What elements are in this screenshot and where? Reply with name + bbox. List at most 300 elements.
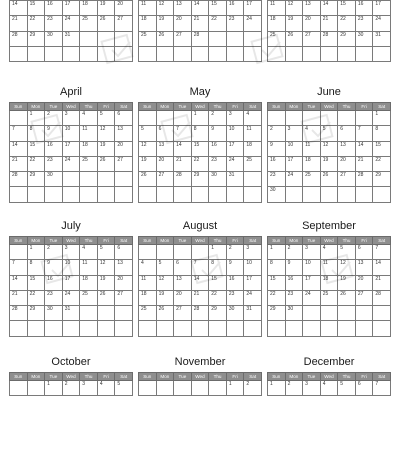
week-row — [139, 290, 262, 305]
week-row — [10, 275, 133, 290]
weekday-header: Sun — [268, 103, 286, 111]
day-cell — [174, 111, 192, 126]
day-cell — [10, 321, 28, 336]
day-cell — [156, 46, 174, 61]
day-cell: 2 — [226, 245, 244, 260]
day-cell — [97, 321, 115, 336]
day-cell: 21 — [373, 275, 391, 290]
day-cell — [45, 187, 63, 202]
day-cell — [226, 46, 244, 61]
day-cell: 22 — [373, 156, 391, 171]
day-cell: 10 — [62, 260, 80, 275]
weekday-header: Sun — [268, 237, 286, 245]
day-cell: 27 — [174, 306, 192, 321]
day-cell: 13 — [355, 260, 373, 275]
week-row — [10, 31, 133, 46]
day-cell — [355, 306, 373, 321]
day-cell — [80, 46, 98, 61]
day-cell: 6 — [115, 245, 133, 260]
day-cell: 18 — [80, 141, 98, 156]
day-cell: 3 — [62, 111, 80, 126]
day-cell — [244, 187, 262, 202]
day-cell: 1 — [209, 245, 227, 260]
day-cell: 8 — [191, 126, 209, 141]
day-cell: 22 — [27, 156, 45, 171]
weekday-header: Thu — [209, 373, 227, 381]
day-cell — [115, 172, 133, 187]
weekday-header: Thu — [338, 103, 356, 111]
day-cell — [268, 111, 286, 126]
day-cell: 23 — [209, 156, 227, 171]
month-block — [138, 216, 262, 336]
day-cell: 22 — [268, 290, 286, 305]
day-cell — [226, 187, 244, 202]
weekday-header: Thu — [80, 373, 98, 381]
day-cell — [174, 187, 192, 202]
weekday-header: Mon — [285, 373, 303, 381]
week-row — [10, 172, 133, 187]
day-cell: 18 — [139, 290, 157, 305]
weekday-header: Sun — [139, 237, 157, 245]
day-cell: 28 — [191, 306, 209, 321]
weekday-header: Tue — [45, 373, 63, 381]
day-cell — [268, 321, 286, 336]
weekday-header: Sun — [268, 373, 286, 381]
day-cell: 14 — [174, 141, 192, 156]
day-cell: 20 — [338, 156, 356, 171]
month-block — [267, 82, 391, 202]
day-cell: 4 — [139, 260, 157, 275]
day-cell: 17 — [62, 141, 80, 156]
week-row — [139, 172, 262, 187]
day-cell: 18 — [80, 275, 98, 290]
month-grid — [267, 102, 391, 203]
day-cell: 10 — [303, 260, 321, 275]
day-cell: 21 — [355, 156, 373, 171]
day-cell — [268, 46, 286, 61]
day-cell: 24 — [62, 156, 80, 171]
day-cell — [303, 321, 321, 336]
day-cell: 17 — [62, 275, 80, 290]
day-cell: 27 — [156, 172, 174, 187]
day-cell: 24 — [303, 290, 321, 305]
week-row — [10, 1, 133, 16]
day-cell — [320, 111, 338, 126]
day-cell: 16 — [45, 141, 63, 156]
day-cell: 8 — [27, 126, 45, 141]
day-cell — [10, 111, 28, 126]
day-cell: 11 — [320, 260, 338, 275]
day-cell: 28 — [10, 31, 28, 46]
weekday-header: Tue — [303, 103, 321, 111]
day-cell: 7 — [191, 260, 209, 275]
day-cell — [97, 31, 115, 46]
week-row — [268, 172, 391, 187]
day-cell — [139, 111, 157, 126]
day-cell: 30 — [45, 306, 63, 321]
day-cell: 14 — [320, 1, 338, 16]
day-cell: 16 — [209, 141, 227, 156]
weekday-header: Fri — [226, 237, 244, 245]
day-cell: 18 — [80, 1, 98, 16]
day-cell: 28 — [10, 306, 28, 321]
day-cell — [338, 306, 356, 321]
day-cell: 21 — [174, 156, 192, 171]
day-cell: 2 — [244, 381, 262, 396]
weekday-header: Wed — [62, 237, 80, 245]
month-title: November — [174, 356, 226, 368]
day-cell: 13 — [174, 1, 192, 16]
week-row — [10, 306, 133, 321]
day-cell: 13 — [115, 260, 133, 275]
day-cell: 17 — [226, 141, 244, 156]
week-row — [10, 156, 133, 171]
day-cell: 14 — [373, 260, 391, 275]
day-cell: 5 — [320, 126, 338, 141]
week-row — [139, 245, 262, 260]
day-cell — [80, 31, 98, 46]
day-cell: 3 — [244, 245, 262, 260]
day-cell — [303, 46, 321, 61]
day-cell: 30 — [226, 306, 244, 321]
month-title: October — [51, 356, 91, 368]
day-cell: 30 — [268, 187, 286, 202]
day-cell: 27 — [338, 172, 356, 187]
day-cell — [244, 46, 262, 61]
day-cell — [156, 111, 174, 126]
day-cell: 29 — [27, 31, 45, 46]
day-cell: 22 — [338, 16, 356, 31]
week-row — [10, 111, 133, 126]
day-cell: 12 — [156, 275, 174, 290]
day-cell: 17 — [285, 156, 303, 171]
weekday-header: Thu — [80, 103, 98, 111]
weekday-header: Fri — [97, 103, 115, 111]
day-cell: 25 — [303, 172, 321, 187]
weekday-header: Wed — [62, 373, 80, 381]
day-cell: 15 — [338, 1, 356, 16]
week-row — [10, 245, 133, 260]
week-row — [139, 306, 262, 321]
day-cell — [139, 381, 157, 396]
day-cell: 29 — [268, 306, 286, 321]
day-cell: 6 — [355, 381, 373, 396]
day-cell: 2 — [45, 111, 63, 126]
day-cell: 27 — [115, 156, 133, 171]
day-cell: 16 — [226, 275, 244, 290]
week-row — [268, 156, 391, 171]
week-row — [139, 260, 262, 275]
day-cell — [97, 187, 115, 202]
month-grid — [267, 0, 391, 62]
day-cell: 1 — [268, 245, 286, 260]
day-cell: 1 — [191, 111, 209, 126]
day-cell — [226, 31, 244, 46]
day-cell: 25 — [268, 31, 286, 46]
weekday-header: Wed — [62, 103, 80, 111]
weekday-header: Tue — [174, 103, 192, 111]
week-row — [268, 1, 391, 16]
day-cell — [156, 245, 174, 260]
day-cell — [338, 111, 356, 126]
day-cell: 26 — [338, 290, 356, 305]
day-cell: 14 — [10, 275, 28, 290]
day-cell: 16 — [268, 156, 286, 171]
day-cell: 1 — [27, 111, 45, 126]
week-row — [139, 46, 262, 61]
day-cell — [338, 187, 356, 202]
day-cell: 23 — [355, 16, 373, 31]
weekday-header: Sun — [139, 103, 157, 111]
day-cell: 29 — [373, 172, 391, 187]
day-cell: 29 — [191, 172, 209, 187]
week-row — [139, 126, 262, 141]
day-cell — [45, 46, 63, 61]
day-cell — [156, 187, 174, 202]
day-cell: 30 — [209, 172, 227, 187]
day-cell: 6 — [156, 126, 174, 141]
month-title: June — [317, 86, 341, 98]
weekday-header: Tue — [174, 373, 192, 381]
day-cell: 24 — [244, 16, 262, 31]
day-cell: 23 — [45, 16, 63, 31]
week-row — [268, 306, 391, 321]
day-cell — [62, 172, 80, 187]
day-cell: 26 — [139, 172, 157, 187]
day-cell — [97, 46, 115, 61]
week-row — [139, 187, 262, 202]
day-cell: 30 — [285, 306, 303, 321]
day-cell: 19 — [320, 156, 338, 171]
day-cell: 20 — [303, 16, 321, 31]
weekday-header: Tue — [45, 103, 63, 111]
day-cell — [27, 381, 45, 396]
day-cell: 15 — [27, 1, 45, 16]
weekday-header: Sun — [10, 103, 28, 111]
day-cell: 3 — [80, 381, 98, 396]
weekday-header: Wed — [320, 103, 338, 111]
month-block — [9, 0, 133, 82]
day-cell: 16 — [226, 1, 244, 16]
day-cell — [244, 172, 262, 187]
day-cell: 21 — [10, 16, 28, 31]
day-cell: 5 — [97, 245, 115, 260]
week-row — [10, 46, 133, 61]
weekday-header: Mon — [156, 373, 174, 381]
day-cell: 24 — [62, 290, 80, 305]
day-cell: 5 — [97, 111, 115, 126]
weekday-header: Fri — [355, 103, 373, 111]
day-cell: 15 — [209, 275, 227, 290]
day-cell: 23 — [285, 290, 303, 305]
day-cell: 28 — [355, 172, 373, 187]
day-cell: 24 — [373, 16, 391, 31]
day-cell: 16 — [355, 1, 373, 16]
day-cell: 22 — [191, 156, 209, 171]
weekday-header: Thu — [209, 103, 227, 111]
day-cell: 2 — [285, 381, 303, 396]
weekday-header: Mon — [27, 237, 45, 245]
weekday-header: Fri — [97, 237, 115, 245]
day-cell: 9 — [285, 260, 303, 275]
day-cell: 13 — [174, 275, 192, 290]
day-cell: 4 — [320, 245, 338, 260]
day-cell — [191, 245, 209, 260]
day-cell — [174, 46, 192, 61]
day-cell: 18 — [244, 141, 262, 156]
week-row — [10, 321, 133, 336]
weekday-header: Mon — [285, 237, 303, 245]
day-cell: 1 — [268, 381, 286, 396]
weekday-header: Tue — [174, 237, 192, 245]
month-title: August — [182, 220, 218, 232]
day-cell — [320, 321, 338, 336]
month-grid — [267, 236, 391, 337]
day-cell — [285, 187, 303, 202]
day-cell: 11 — [80, 260, 98, 275]
day-cell: 7 — [355, 126, 373, 141]
day-cell: 20 — [115, 1, 133, 16]
day-cell: 19 — [285, 16, 303, 31]
day-cell: 3 — [303, 245, 321, 260]
day-cell — [285, 321, 303, 336]
day-cell: 15 — [27, 275, 45, 290]
week-row — [10, 16, 133, 31]
day-cell — [355, 187, 373, 202]
day-cell — [80, 306, 98, 321]
day-cell — [355, 321, 373, 336]
day-cell — [373, 306, 391, 321]
day-cell: 19 — [139, 156, 157, 171]
day-cell: 21 — [320, 16, 338, 31]
month-title: September — [302, 220, 356, 232]
day-cell: 21 — [10, 156, 28, 171]
day-cell: 16 — [285, 275, 303, 290]
day-cell: 9 — [268, 141, 286, 156]
day-cell: 13 — [156, 141, 174, 156]
day-cell: 17 — [244, 275, 262, 290]
day-cell: 27 — [174, 31, 192, 46]
day-cell: 6 — [355, 245, 373, 260]
day-cell: 12 — [156, 1, 174, 16]
day-cell: 25 — [80, 16, 98, 31]
week-row — [268, 275, 391, 290]
day-cell — [10, 46, 28, 61]
day-cell: 25 — [80, 290, 98, 305]
day-cell: 15 — [373, 141, 391, 156]
day-cell: 1 — [45, 381, 63, 396]
day-cell: 24 — [244, 290, 262, 305]
day-cell: 30 — [355, 31, 373, 46]
weekday-header: Mon — [27, 103, 45, 111]
week-row — [139, 321, 262, 336]
day-cell — [320, 46, 338, 61]
day-cell: 8 — [27, 260, 45, 275]
month-block — [138, 0, 262, 82]
weekday-header: Tue — [45, 237, 63, 245]
day-cell: 26 — [156, 31, 174, 46]
day-cell: 20 — [174, 290, 192, 305]
day-cell: 3 — [226, 111, 244, 126]
day-cell — [45, 321, 63, 336]
day-cell: 28 — [320, 31, 338, 46]
month-grid — [138, 372, 262, 396]
weekday-header: Wed — [320, 237, 338, 245]
weekday-header: Tue — [303, 373, 321, 381]
day-cell: 21 — [191, 16, 209, 31]
day-cell: 7 — [10, 126, 28, 141]
week-row — [268, 245, 391, 260]
day-cell: 14 — [10, 141, 28, 156]
day-cell: 15 — [27, 141, 45, 156]
day-cell: 7 — [373, 245, 391, 260]
day-cell — [191, 381, 209, 396]
week-row — [139, 381, 262, 396]
weekday-header: Thu — [80, 237, 98, 245]
day-cell: 29 — [338, 31, 356, 46]
day-cell: 14 — [191, 1, 209, 16]
day-cell: 4 — [80, 111, 98, 126]
week-row — [10, 260, 133, 275]
month-block — [9, 216, 133, 336]
day-cell: 28 — [373, 290, 391, 305]
day-cell — [191, 46, 209, 61]
day-cell: 13 — [115, 126, 133, 141]
day-cell: 22 — [209, 290, 227, 305]
day-cell: 21 — [10, 290, 28, 305]
day-cell: 18 — [320, 275, 338, 290]
day-cell: 19 — [97, 141, 115, 156]
day-cell: 19 — [156, 290, 174, 305]
day-cell — [209, 31, 227, 46]
week-row — [10, 290, 133, 305]
day-cell: 8 — [373, 126, 391, 141]
weekday-header: Wed — [191, 373, 209, 381]
day-cell: 15 — [191, 141, 209, 156]
day-cell: 27 — [115, 290, 133, 305]
weekday-header: Sat — [115, 373, 133, 381]
day-cell: 2 — [45, 245, 63, 260]
day-cell: 10 — [62, 126, 80, 141]
day-cell: 10 — [244, 260, 262, 275]
week-row — [268, 46, 391, 61]
day-cell: 13 — [303, 1, 321, 16]
day-cell: 22 — [209, 16, 227, 31]
week-row — [268, 16, 391, 31]
week-row — [268, 126, 391, 141]
day-cell: 20 — [156, 156, 174, 171]
day-cell: 27 — [115, 16, 133, 31]
day-cell: 19 — [97, 1, 115, 16]
day-cell: 17 — [373, 1, 391, 16]
day-cell: 12 — [97, 260, 115, 275]
day-cell: 4 — [320, 381, 338, 396]
weekday-header: Mon — [27, 373, 45, 381]
week-row — [139, 141, 262, 156]
month-grid — [267, 372, 391, 396]
day-cell — [80, 187, 98, 202]
day-cell: 23 — [226, 16, 244, 31]
day-cell: 9 — [226, 260, 244, 275]
day-cell: 24 — [226, 156, 244, 171]
weekday-header: Sat — [373, 237, 391, 245]
day-cell — [209, 46, 227, 61]
weekday-header: Sun — [139, 373, 157, 381]
week-row — [10, 141, 133, 156]
day-cell: 19 — [97, 275, 115, 290]
day-cell: 4 — [97, 381, 115, 396]
day-cell: 24 — [285, 172, 303, 187]
